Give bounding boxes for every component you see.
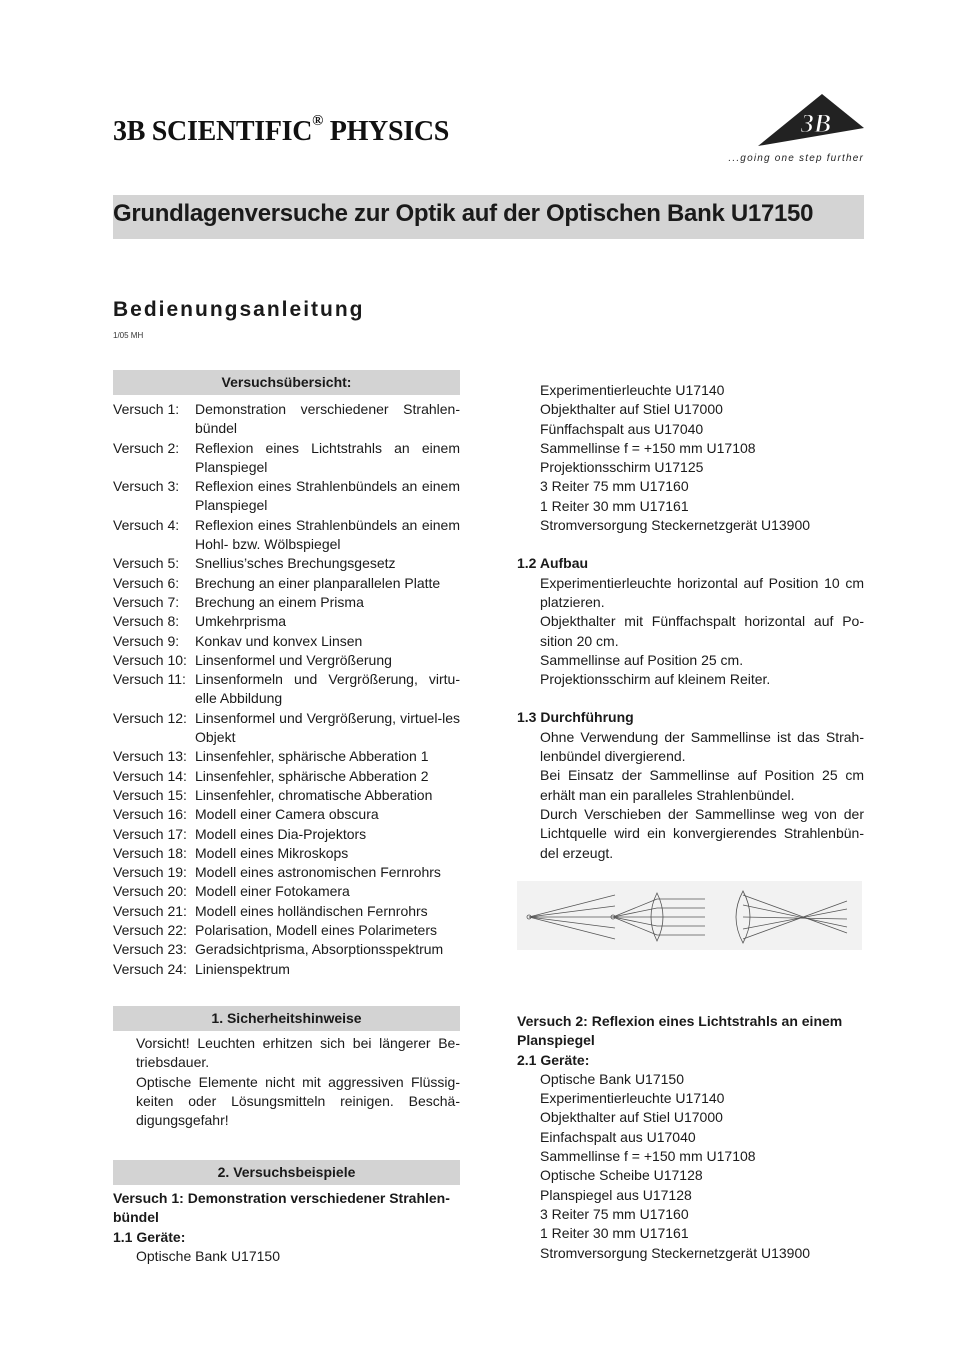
overview-row-text: Linsenformel und Vergrößerung [195, 651, 392, 668]
overview-row-text: Modell eines astronomischen Fernrohrs [195, 864, 441, 881]
versuch-2-equipment-list [517, 1070, 864, 1263]
overview-row-text: Modell eines Dia-Projektors [195, 825, 367, 842]
overview-row-label: Versuch 22: [113, 922, 187, 939]
safety-paragraph-2: Optische Elemente nicht mit aggressiven Flüssig-keiten oder Lösungsmitteln reinigen. Beschä-digungsgefahr! [136, 1073, 460, 1129]
equipment-item: Sammellinse f = +150 mm U17108 [540, 439, 756, 456]
overview-row-text: Konkav und konvex Linsen [195, 632, 363, 649]
equipment-item: Einfachspalt aus U17040 [540, 1128, 696, 1145]
overview-row [113, 747, 460, 766]
overview-row-text: Linsenfehler, chromatische Abberation [195, 786, 433, 803]
overview-row-label: Versuch 10: [113, 651, 187, 668]
overview-row-label: Versuch 17: [113, 825, 187, 842]
equipment-item: Optische Bank U17150 [540, 1070, 684, 1087]
overview-row-label: Versuch 15: [113, 786, 187, 803]
overview-row-text: Reflexion eines Strahlenbündels an einem Planspiegel [195, 478, 460, 514]
durchfuehrung-heading: 1.3 Durchführung [517, 709, 634, 726]
safety-section [113, 1034, 460, 1130]
overview-row-label: Versuch 24: [113, 960, 187, 977]
overview-row [113, 786, 460, 805]
overview-row [113, 400, 460, 439]
aufbau-step: Projektionsschirm auf kleinem Reiter. [540, 671, 771, 688]
overview-row-label: Versuch 1: [113, 401, 180, 417]
overview-row-label: Versuch 23: [113, 941, 187, 958]
equipment-item: Stromversorgung Steckernetzgerät U13900 [540, 1244, 811, 1261]
overview-row [113, 921, 460, 940]
equipment-item: Objekthalter auf Stiel U17000 [540, 1109, 723, 1126]
overview-row-text: Linsenfehler, sphärische Abberation 1 [195, 748, 429, 765]
overview-row-text: Linsenfehler, sphärische Abberation 2 [195, 767, 429, 784]
overview-row-label: Versuch 2: [113, 439, 180, 456]
svg-text:3B: 3B [800, 109, 832, 138]
overview-row-text: Modell eines holländischen Fernrohrs [195, 902, 428, 919]
overview-row [113, 767, 460, 786]
overview-row-label: Versuch 4: [113, 516, 180, 533]
right-column [517, 381, 864, 863]
equipment-item: 1 Reiter 30 mm U17161 [540, 497, 689, 514]
overview-row [113, 612, 460, 631]
overview-row-label: Versuch 5: [113, 555, 180, 572]
versuch-1-title: Versuch 1: Demonstration verschiedener Strahlen-bündel [113, 1190, 450, 1226]
overview-row [113, 709, 460, 748]
versuch-1-equipment-item: Optische Bank U17150 [136, 1247, 280, 1264]
document-subtitle: Bedienungsanleitung [113, 298, 365, 321]
tagline: ...going one step further [728, 153, 864, 164]
durchfuehrung-step: Bei Einsatz der Sammellinse auf Position 25 cm erhält man ein paralleles Strahlenbündel. [540, 767, 864, 803]
page-title: Grundlagenversuche zur Optik auf der Optischen Bank U17150 [113, 200, 814, 227]
examples-heading: 2. Versuchsbeispiele [113, 1160, 460, 1185]
overview-row-label: Versuch 18: [113, 844, 187, 861]
overview-row [113, 844, 460, 863]
overview-row-text: Modell einer Camera obscura [195, 806, 379, 823]
versuch-1-equipment-list [517, 381, 864, 535]
durchfuehrung-step: Ohne Verwendung der Sammellinse ist das Strah-lenbündel divergierend. [540, 728, 864, 765]
equipment-item: 3 Reiter 75 mm U17160 [540, 1205, 689, 1222]
equipment-item: Objekthalter auf Stiel U17000 [540, 401, 723, 418]
overview-row-text: Linsenformeln und Vergrößerung, virtu-elle Abbildung [195, 671, 460, 707]
overview-row-label: Versuch 19: [113, 864, 187, 881]
brand-wordmark: 3B SCIENTIFIC® PHYSICS [113, 113, 450, 147]
safety-paragraph-1: Vorsicht! Leuchten erhitzen sich bei längerer Be-triebsdauer. [136, 1035, 460, 1071]
aufbau-step: Objekthalter mit Fünffachspalt horizontal auf Po-sition 20 cm. [540, 613, 864, 649]
overview-row [113, 651, 460, 670]
overview-row-label: Versuch 6: [113, 574, 180, 591]
safety-heading: 1. Sicherheitshinweise [113, 1006, 460, 1031]
overview-row [113, 805, 460, 824]
versuch-2-title: Versuch 2: Reflexion eines Lichtstrahls an einem Planspiegel [517, 1013, 843, 1049]
overview-row [113, 863, 460, 882]
overview-table [113, 400, 460, 979]
aufbau-list [517, 574, 864, 690]
equipment-item: Experimentierleuchte U17140 [540, 382, 725, 398]
document-number: 1/05 MH [113, 331, 144, 340]
overview-heading: Versuchsübersicht: [113, 370, 460, 395]
ray-bundle-figure [517, 881, 862, 950]
equipment-item: 1 Reiter 30 mm U17161 [540, 1225, 689, 1242]
equipment-item: Experimentierleuchte U17140 [540, 1090, 725, 1107]
overview-row-text: Snellius’sches Brechungsgesetz [195, 555, 396, 572]
aufbau-step: Experimentierleuchte horizontal auf Position 10 cm platzieren. [540, 574, 864, 610]
overview-row-text: Umkehrprisma [195, 613, 287, 630]
overview-row [113, 940, 460, 959]
overview-row [113, 825, 460, 844]
equipment-item: 3 Reiter 75 mm U17160 [540, 478, 689, 495]
overview-row-label: Versuch 7: [113, 593, 180, 610]
overview-row-label: Versuch 9: [113, 632, 180, 649]
overview-row-text: Demonstration verschiedener Strahlen-bündel [195, 401, 460, 437]
overview-row [113, 516, 460, 555]
equipment-item: Planspiegel aus U17128 [540, 1186, 692, 1203]
aufbau-heading: 1.2 Aufbau [517, 555, 589, 572]
overview-row [113, 632, 460, 651]
overview-row [113, 670, 460, 709]
overview-row-label: Versuch 21: [113, 902, 187, 919]
overview-row-text: Reflexion eines Lichtstrahls an einem Planspiegel [195, 439, 460, 475]
overview-row-text: Linsenformel und Vergrößerung, virtuel-les Objekt [195, 709, 460, 746]
overview-row [113, 960, 460, 979]
overview-row-text: Polarisation, Modell eines Polarimeters [195, 922, 437, 939]
overview-row [113, 574, 460, 593]
equipment-item: Fünffachspalt aus U17040 [540, 420, 704, 437]
versuch-1-geraete-heading: 1.1 Geräte: [113, 1228, 186, 1245]
overview-row-text: Linienspektrum [195, 960, 290, 977]
overview-row [113, 593, 460, 612]
overview-row [113, 882, 460, 901]
equipment-item: Optische Scheibe U17128 [540, 1167, 703, 1184]
overview-row-label: Versuch 8: [113, 613, 180, 630]
overview-row [113, 902, 460, 921]
examples-section [113, 1189, 460, 1266]
overview-row-label: Versuch 16: [113, 806, 187, 823]
overview-row-text: Modell eines Mikroskops [195, 844, 349, 861]
overview-row-text: Modell einer Fotokamera [195, 883, 350, 900]
equipment-item: Sammellinse f = +150 mm U17108 [540, 1148, 756, 1165]
overview-row-text: Brechung an einer planparallelen Platte [195, 574, 441, 591]
overview-row-text: Brechung an einem Prisma [195, 593, 364, 610]
overview-row-text: Reflexion eines Strahlenbündels an einem Hohl- bzw. Wölbspiegel [195, 516, 460, 553]
overview-row-label: Versuch 20: [113, 883, 187, 900]
equipment-item: Projektionsschirm U17125 [540, 459, 704, 476]
overview-row-label: Versuch 3: [113, 478, 180, 495]
equipment-item: Stromversorgung Steckernetzgerät U13900 [540, 517, 811, 534]
overview-row [113, 439, 460, 478]
versuch-2-geraete-heading: 2.1 Geräte: [517, 1051, 590, 1068]
versuch-2-section [517, 1012, 864, 1263]
overview-row [113, 477, 460, 516]
overview-row-label: Versuch 12: [113, 709, 187, 726]
overview-row-label: Versuch 13: [113, 748, 187, 765]
overview-row-text: Geradsichtprisma, Absorptionsspektrum [195, 941, 444, 958]
overview-row [113, 554, 460, 573]
overview-row-label: Versuch 14: [113, 767, 187, 784]
durchfuehrung-list [517, 728, 864, 863]
durchfuehrung-step: Durch Verschieben der Sammellinse weg von der Lichtquelle wird ein konvergierendes Strahlenbün-del erzeugt. [540, 805, 864, 861]
aufbau-step: Sammellinse auf Position 25 cm. [540, 651, 744, 668]
overview-row-label: Versuch 11: [113, 671, 186, 688]
